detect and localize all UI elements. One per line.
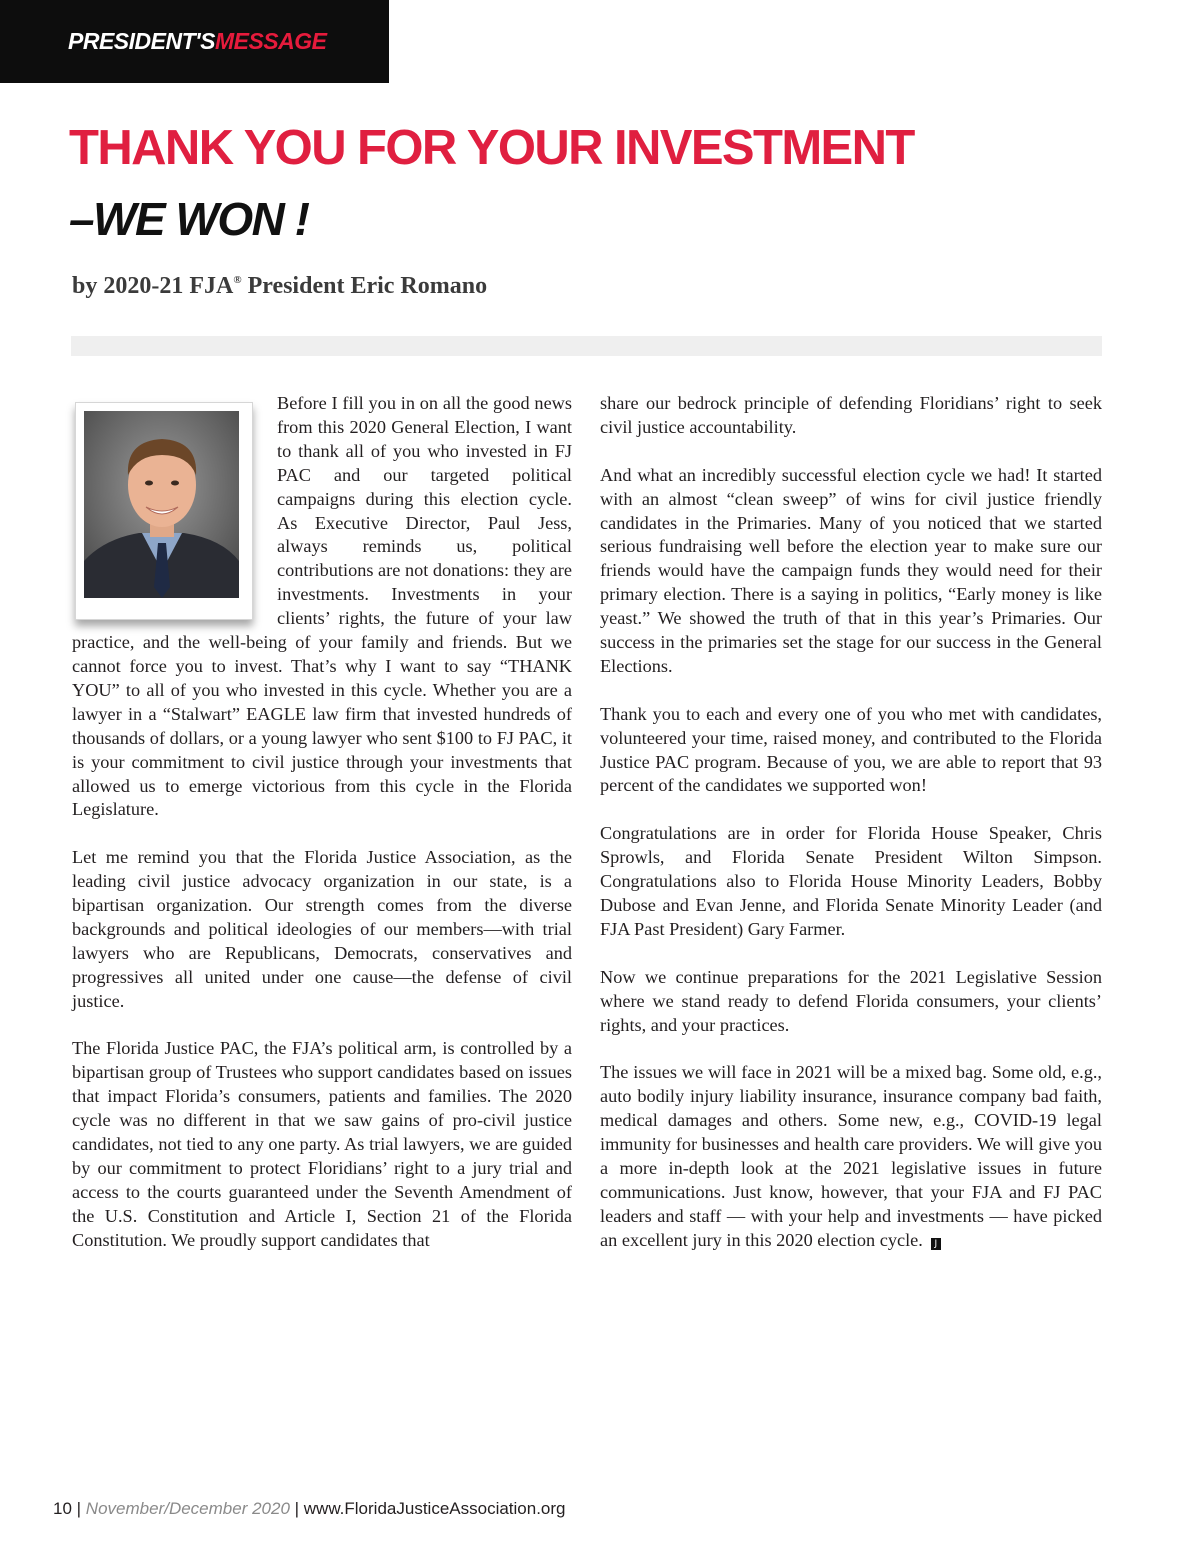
- byline: [72, 273, 487, 300]
- article-column-right: [600, 392, 1102, 1253]
- paragraph: The Florida Justice PAC, the FJA’s political arm, is controlled by a bipartisan group of Trustees who support candidates based on issues that impact Florida’s consumers, patients and families. The 2020 cycle was no different in that we saw gains of pro-civil justice candidates, not tied to any one party. As trial lawyers, we are guided by our commitment to protect Floridians’ right to a jury trial and access to the courts guaranteed under the Seventh Amendment of the U.S. Constitution and Article I, Section 21 of the Florida Constitution. We proudly support candidates that: [72, 1038, 572, 1250]
- website-link[interactable]: www.FloridaJusticeAssociation.org: [303, 1499, 566, 1518]
- registered-mark: ®: [233, 274, 242, 286]
- footer-separator: |: [289, 1499, 304, 1518]
- footer-separator: |: [71, 1499, 86, 1518]
- section-tag-bar: [0, 0, 389, 83]
- article-column-left: [72, 392, 572, 1253]
- divider-band: [71, 336, 1102, 356]
- paragraph: Congratulations are in order for Florida House Speaker, Chris Sprowls, and Florida Senate President Wilton Simpson. Congratulations also to Florida House Minority Leaders, Bobby Dubose and Evan Jenne, and Florida Senate Minority Leader (and FJA Past President) Gary Farmer.: [600, 823, 1102, 939]
- paragraph-last: [600, 1061, 1102, 1252]
- section-label-message: MESSAGE: [214, 28, 327, 54]
- paragraph: Before I fill you in on all the good news from this 2020 General Election, I want to thank all of you who invested in FJ PAC and our targeted political campaigns during this election cycle. As Executive Director, Paul Jess, always reminds us, political contributions are not donations: they are investments. Investments in your clients’ rights, the future of your law practice, and the well-being of your family and friends. But we cannot force you to invest. That’s why I want to say “THANK YOU” to all of you who invested in this cycle. Whether you are a lawyer in a “Stalwart” EAGLE law firm that invested hundreds of thousands of dollars, or a young lawyer who sent $100 to FJ PAC, it is your commitment to civil justice through your investments that allowed us to emerge victorious from this cycle in the Florida Legislature.: [72, 393, 572, 820]
- paragraph: Thank you to each and every one of you who met with candidates, volunteered your time, raised money, and contributed to the Florida Justice PAC program. Because of you, we are able to report that 93 percent of the candidates we supported won!: [600, 703, 1102, 796]
- section-label: [68, 28, 326, 55]
- page-number: 10: [53, 1499, 72, 1518]
- byline-prefix: by 2020-21 FJA: [72, 273, 234, 299]
- photo-frame: [75, 402, 253, 620]
- paragraph: Now we continue preparations for the 2021 Legislative Session where we stand ready to defend Florida consumers, your clients’ rights, and your practices.: [600, 966, 1102, 1035]
- byline-author: President Eric Romano: [241, 273, 488, 299]
- author-portrait: [84, 411, 239, 598]
- paragraph: And what an incredibly successful election cycle we had! It started with an almost “clean sweep” of wins for civil justice friendly candidates in the Primaries. Many of you noticed that we started serious fundraising well before the election year to make sure our friends would have the campaign funds they would need for their primary election. There is a saying in politics, “Early money is like yeast.” We showed the truth of that in this year’s Primaries. Our success in the primaries set the stage for our success in the General Elections.: [600, 464, 1102, 676]
- article-title-line2: –WE WON !: [69, 193, 309, 245]
- article-title-line1: THANK YOU FOR YOUR INVESTMENT: [69, 121, 914, 175]
- paragraph: share our bedrock principle of defending Floridians’ right to seek civil justice accountability.: [600, 393, 1102, 437]
- section-label-president: PRESIDENT'S: [68, 28, 215, 54]
- issue-date: November/December 2020: [85, 1499, 290, 1518]
- end-of-article-icon: J: [931, 1238, 941, 1250]
- paragraph-last-text: The issues we will face in 2021 will be a mixed bag. Some old, e.g., auto bodily injury liability insurance, insurance company bad faith, medical damages and others. Some new, e.g., COVID-19 legal immunity for businesses and health care providers. We will give you a more in-depth look at the 2021 legislative issues in future communications. Just know, however, that your FJA and FJ PAC leaders and staff — with your help and investments — have picked an excellent jury in this 2020 election cycle.: [600, 1062, 1102, 1250]
- page-footer: [53, 1499, 566, 1519]
- author-photo: [72, 400, 265, 621]
- paragraph: Let me remind you that the Florida Justice Association, as the leading civil justice advocacy organization in our state, is a bipartisan organization. Our strength comes from the diverse backgrounds and political ideologies of our members—with trial lawyers who are Republicans, Democrats, conservatives and progressives all united under one cause—the defense of civil justice.: [72, 847, 572, 1011]
